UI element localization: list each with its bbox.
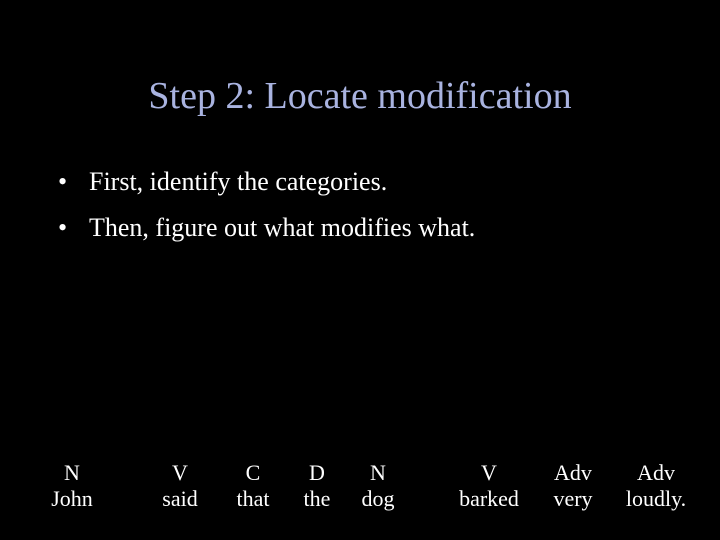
bullet-text: First, identify the categories. xyxy=(89,167,388,196)
word-text: loudly. xyxy=(625,486,687,511)
word-text: said xyxy=(162,486,198,511)
word-category: N xyxy=(370,460,386,485)
word-text: very xyxy=(553,486,593,511)
bullet-item xyxy=(58,164,475,200)
word-category: Adv xyxy=(637,460,675,485)
sentence-word xyxy=(362,460,395,512)
bullet-marker: • xyxy=(58,213,68,242)
bullet-item xyxy=(58,210,475,246)
bullet-marker: • xyxy=(58,167,68,196)
slide-title: Step 2: Locate modification xyxy=(148,75,572,117)
sentence-word xyxy=(459,460,519,512)
bullet-list xyxy=(58,164,475,256)
sentence-word xyxy=(626,460,686,512)
word-category: V xyxy=(481,460,497,485)
bullet-text: Then, figure out what modifies what. xyxy=(89,213,476,242)
sentence-word xyxy=(51,460,93,512)
word-text: the xyxy=(303,486,331,511)
word-category: Adv xyxy=(554,460,592,485)
word-text: that xyxy=(236,486,270,511)
word-text: barked xyxy=(459,486,519,511)
word-category: C xyxy=(245,460,261,485)
word-category: N xyxy=(64,460,80,485)
sentence-word xyxy=(304,460,331,512)
word-text: John xyxy=(51,486,93,511)
sentence-word xyxy=(237,460,270,512)
sentence-word xyxy=(162,460,197,512)
sentence-word xyxy=(553,460,592,512)
word-category: V xyxy=(172,460,188,485)
word-text: dog xyxy=(361,486,395,511)
word-category: D xyxy=(309,460,325,485)
